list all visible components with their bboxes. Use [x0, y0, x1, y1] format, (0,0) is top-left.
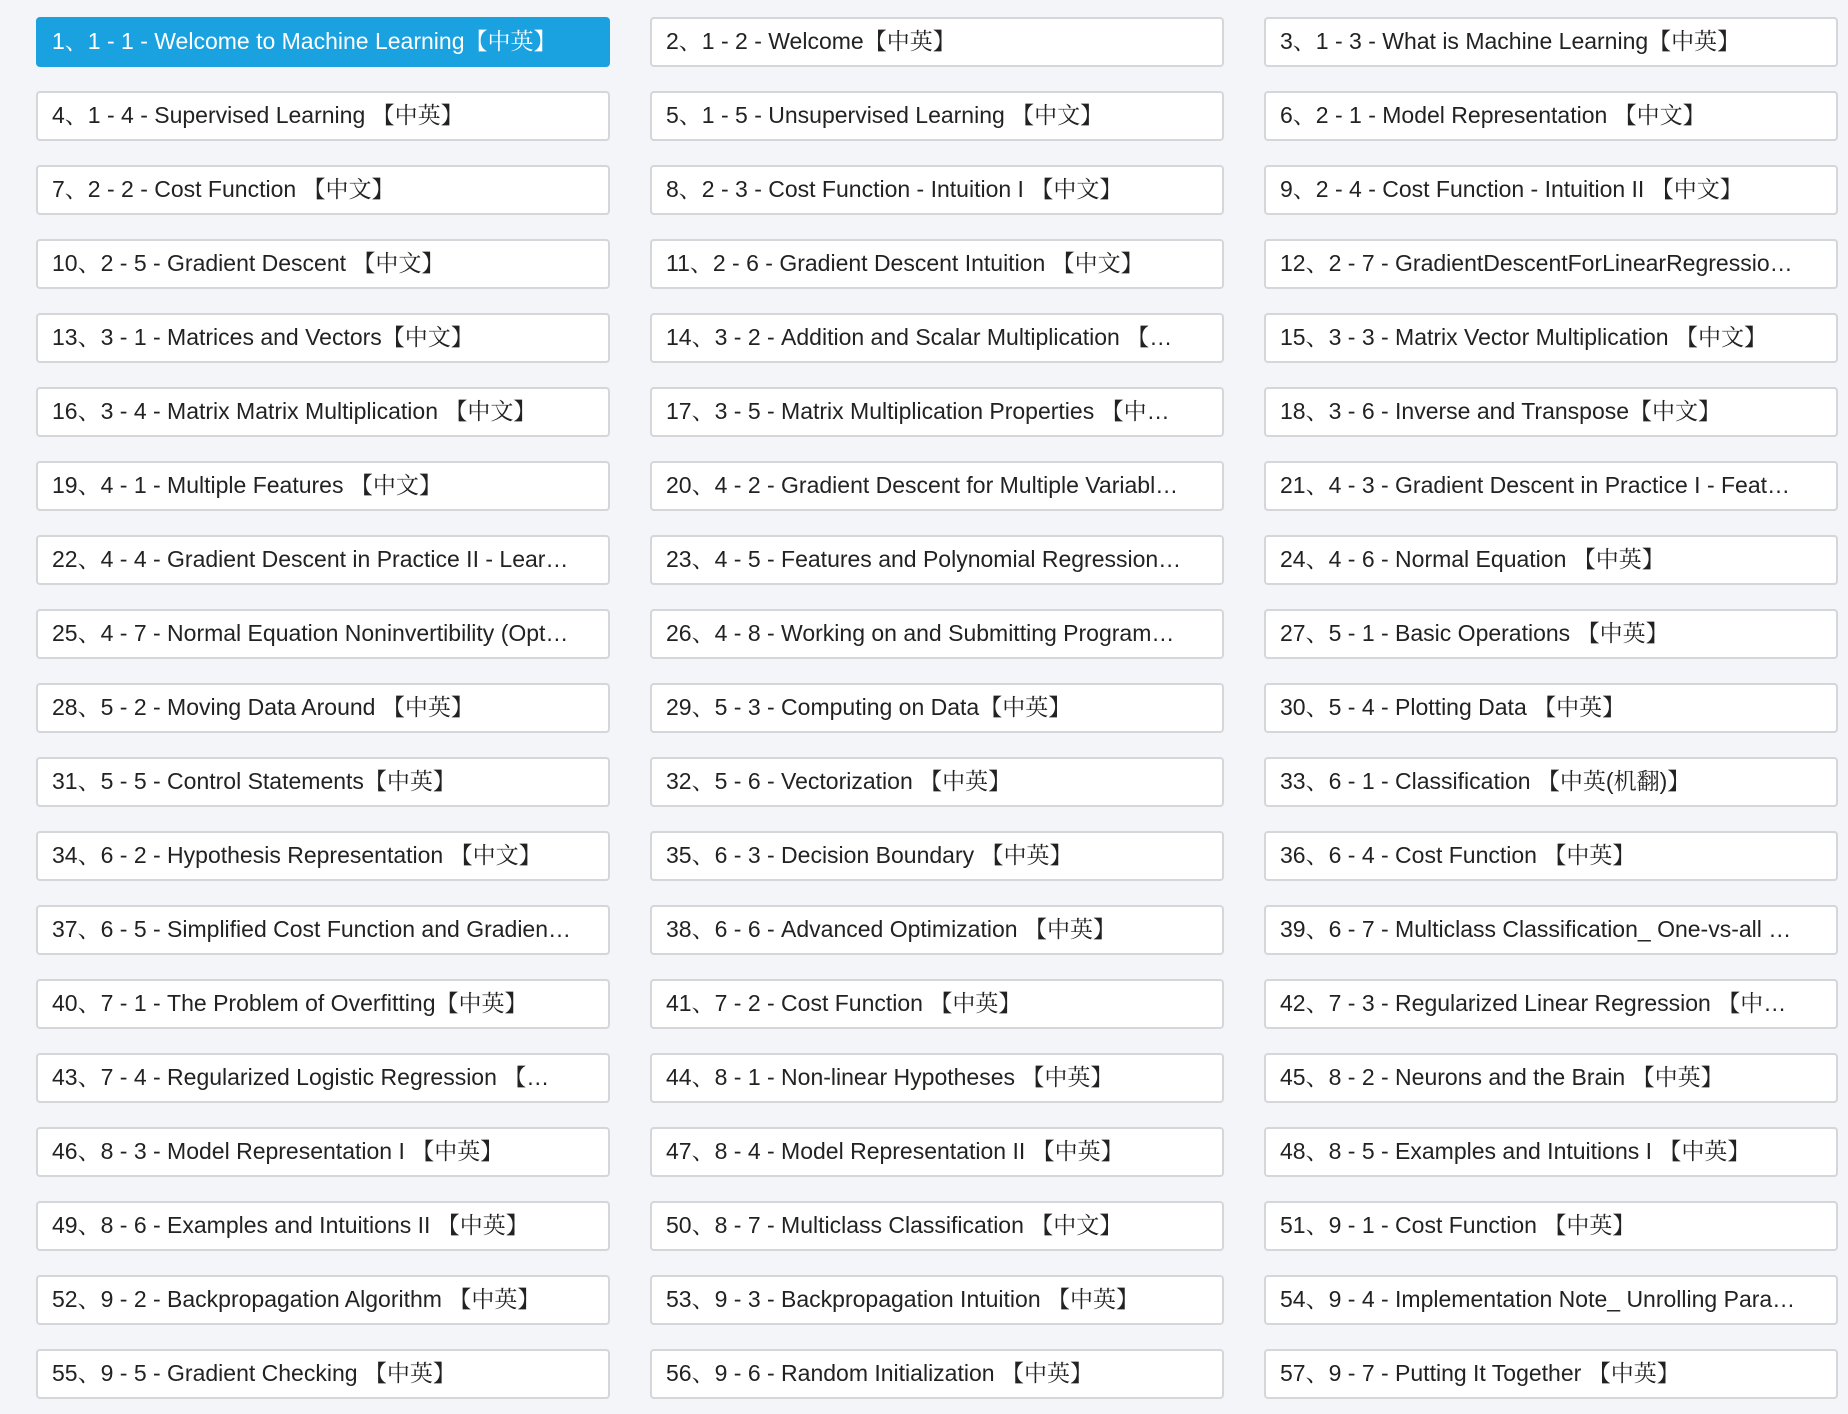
- episode-item[interactable]: [650, 17, 1224, 67]
- episode-label: 50、8 - 7 - Multiclass Classification 【中文】: [666, 1212, 1123, 1239]
- episode-item[interactable]: [650, 387, 1224, 437]
- episode-label: 35、6 - 3 - Decision Boundary 【中英】: [666, 842, 1073, 869]
- episode-item[interactable]: [650, 1127, 1224, 1177]
- episode-item[interactable]: [36, 313, 610, 363]
- episode-item[interactable]: [36, 1201, 610, 1251]
- episode-label: 51、9 - 1 - Cost Function 【中英】: [1280, 1212, 1636, 1239]
- episode-item[interactable]: [650, 239, 1224, 289]
- episode-label: 34、6 - 2 - Hypothesis Representation 【中文】: [52, 842, 542, 869]
- episode-item[interactable]: [36, 1127, 610, 1177]
- episode-item[interactable]: [36, 757, 610, 807]
- episode-label: 4、1 - 4 - Supervised Learning 【中英】: [52, 102, 464, 129]
- episode-item[interactable]: [1264, 683, 1838, 733]
- episode-item[interactable]: [650, 461, 1224, 511]
- episode-item[interactable]: [36, 165, 610, 215]
- episode-label: 1、1 - 1 - Welcome to Machine Learning【中英】: [52, 28, 557, 55]
- episode-label: 32、5 - 6 - Vectorization 【中英】: [666, 768, 1012, 795]
- episode-item[interactable]: [650, 1275, 1224, 1325]
- episode-item[interactable]: [1264, 91, 1838, 141]
- episode-label: 26、4 - 8 - Working on and Submitting Program…: [666, 620, 1175, 647]
- episode-item[interactable]: [1264, 239, 1838, 289]
- episode-item[interactable]: [1264, 979, 1838, 1029]
- episode-item[interactable]: [36, 831, 610, 881]
- episode-label: 46、8 - 3 - Model Representation I 【中英】: [52, 1138, 504, 1165]
- episode-item[interactable]: [1264, 535, 1838, 585]
- episode-item[interactable]: [36, 1053, 610, 1103]
- episode-label: 8、2 - 3 - Cost Function - Intuition I 【中文】: [666, 176, 1123, 203]
- episode-label: 18、3 - 6 - Inverse and Transpose【中文】: [1280, 398, 1722, 425]
- episode-label: 20、4 - 2 - Gradient Descent for Multiple Variabl…: [666, 472, 1179, 499]
- episode-item[interactable]: [1264, 1201, 1838, 1251]
- episode-label: 47、8 - 4 - Model Representation II 【中英】: [666, 1138, 1124, 1165]
- episode-item[interactable]: [36, 683, 610, 733]
- episode-item[interactable]: [650, 313, 1224, 363]
- episode-label: 57、9 - 7 - Putting It Together 【中英】: [1280, 1360, 1680, 1387]
- episode-item[interactable]: [1264, 609, 1838, 659]
- episode-item[interactable]: [1264, 1053, 1838, 1103]
- episode-item[interactable]: [1264, 831, 1838, 881]
- episode-label: 43、7 - 4 - Regularized Logistic Regression 【…: [52, 1064, 550, 1091]
- episode-label: 16、3 - 4 - Matrix Matrix Multiplication 【中文】: [52, 398, 537, 425]
- episode-label: 15、3 - 3 - Matrix Vector Multiplication 【中文】: [1280, 324, 1767, 351]
- episode-item[interactable]: [36, 535, 610, 585]
- episode-item[interactable]: [36, 1275, 610, 1325]
- episode-label: 29、5 - 3 - Computing on Data【中英】: [666, 694, 1072, 721]
- episode-label: 53、9 - 3 - Backpropagation Intuition 【中英】: [666, 1286, 1140, 1313]
- episode-label: 44、8 - 1 - Non-linear Hypotheses 【中英】: [666, 1064, 1114, 1091]
- episode-label: 28、5 - 2 - Moving Data Around 【中英】: [52, 694, 474, 721]
- episode-label: 19、4 - 1 - Multiple Features 【中文】: [52, 472, 442, 499]
- episode-item[interactable]: [1264, 313, 1838, 363]
- episode-item[interactable]: [650, 535, 1224, 585]
- episode-label: 21、4 - 3 - Gradient Descent in Practice I - Feat…: [1280, 472, 1791, 499]
- episode-item[interactable]: [650, 905, 1224, 955]
- episode-item[interactable]: [650, 757, 1224, 807]
- episode-item[interactable]: [650, 1201, 1224, 1251]
- episode-label: 22、4 - 4 - Gradient Descent in Practice II - Lear…: [52, 546, 569, 573]
- episode-label: 7、2 - 2 - Cost Function 【中文】: [52, 176, 395, 203]
- episode-label: 48、8 - 5 - Examples and Intuitions I 【中英】: [1280, 1138, 1751, 1165]
- episode-label: 38、6 - 6 - Advanced Optimization 【中英】: [666, 916, 1116, 943]
- episode-item[interactable]: [36, 461, 610, 511]
- episode-label: 31、5 - 5 - Control Statements【中英】: [52, 768, 456, 795]
- episode-item[interactable]: [36, 239, 610, 289]
- episode-label: 6、2 - 1 - Model Representation 【中文】: [1280, 102, 1706, 129]
- episode-item[interactable]: [650, 165, 1224, 215]
- episode-label: 23、4 - 5 - Features and Polynomial Regression…: [666, 546, 1182, 573]
- episode-label: 24、4 - 6 - Normal Equation 【中英】: [1280, 546, 1665, 573]
- episode-label: 25、4 - 7 - Normal Equation Noninvertibility (Opt…: [52, 620, 569, 647]
- episode-item[interactable]: [650, 609, 1224, 659]
- episode-item[interactable]: [1264, 757, 1838, 807]
- episode-label: 27、5 - 1 - Basic Operations 【中英】: [1280, 620, 1669, 647]
- episode-label: 52、9 - 2 - Backpropagation Algorithm 【中英】: [52, 1286, 541, 1313]
- episode-item[interactable]: [650, 91, 1224, 141]
- episode-item[interactable]: [1264, 17, 1838, 67]
- episode-item[interactable]: [1264, 387, 1838, 437]
- episode-label: 56、9 - 6 - Random Initialization 【中英】: [666, 1360, 1093, 1387]
- episode-item[interactable]: [1264, 1127, 1838, 1177]
- episode-label: 41、7 - 2 - Cost Function 【中英】: [666, 990, 1022, 1017]
- episode-label: 11、2 - 6 - Gradient Descent Intuition 【中文】: [666, 250, 1144, 277]
- episode-item[interactable]: [1264, 1275, 1838, 1325]
- episode-label: 9、2 - 4 - Cost Function - Intuition II 【中文】: [1280, 176, 1743, 203]
- episode-item[interactable]: [650, 1349, 1224, 1399]
- episode-label: 10、2 - 5 - Gradient Descent 【中文】: [52, 250, 445, 277]
- episode-label: 36、6 - 4 - Cost Function 【中英】: [1280, 842, 1636, 869]
- episode-label: 2、1 - 2 - Welcome【中英】: [666, 28, 956, 55]
- episode-label: 37、6 - 5 - Simplified Cost Function and Gradien…: [52, 916, 572, 943]
- episode-label: 13、3 - 1 - Matrices and Vectors【中文】: [52, 324, 474, 351]
- episode-item[interactable]: [36, 609, 610, 659]
- episode-label: 49、8 - 6 - Examples and Intuitions II 【中英】: [52, 1212, 529, 1239]
- episode-label: 55、9 - 5 - Gradient Checking 【中英】: [52, 1360, 456, 1387]
- episode-item[interactable]: [1264, 461, 1838, 511]
- episode-item[interactable]: [36, 91, 610, 141]
- episode-label: 14、3 - 2 - Addition and Scalar Multiplication 【…: [666, 324, 1173, 351]
- episode-item[interactable]: [36, 1349, 610, 1399]
- episode-label: 5、1 - 5 - Unsupervised Learning 【中文】: [666, 102, 1104, 129]
- episode-label: 40、7 - 1 - The Problem of Overfitting【中英】: [52, 990, 528, 1017]
- episode-item[interactable]: [36, 905, 610, 955]
- episode-item[interactable]: [650, 831, 1224, 881]
- episode-label: 54、9 - 4 - Implementation Note_ Unrolling Para…: [1280, 1286, 1796, 1313]
- episode-label: 33、6 - 1 - Classification 【中英(机翻)】: [1280, 768, 1691, 795]
- episode-label: 17、3 - 5 - Matrix Multiplication Properties 【中…: [666, 398, 1170, 425]
- episode-label: 39、6 - 7 - Multiclass Classification_ One-vs-all …: [1280, 916, 1792, 943]
- episode-item[interactable]: [36, 979, 610, 1029]
- episode-item[interactable]: [1264, 1349, 1838, 1399]
- episode-item[interactable]: [1264, 905, 1838, 955]
- episode-item[interactable]: [650, 1053, 1224, 1103]
- episode-item[interactable]: [650, 979, 1224, 1029]
- episode-item[interactable]: [36, 387, 610, 437]
- episode-label: 12、2 - 7 - GradientDescentForLinearRegressio…: [1280, 250, 1793, 277]
- episode-label: 42、7 - 3 - Regularized Linear Regression 【中…: [1280, 990, 1787, 1017]
- episode-label: 30、5 - 4 - Plotting Data 【中英】: [1280, 694, 1626, 721]
- episode-item[interactable]: [650, 683, 1224, 733]
- episode-label: 3、1 - 3 - What is Machine Learning【中英】: [1280, 28, 1741, 55]
- episode-item-active[interactable]: [36, 17, 610, 67]
- episode-item[interactable]: [1264, 165, 1838, 215]
- episode-label: 45、8 - 2 - Neurons and the Brain 【中英】: [1280, 1064, 1724, 1091]
